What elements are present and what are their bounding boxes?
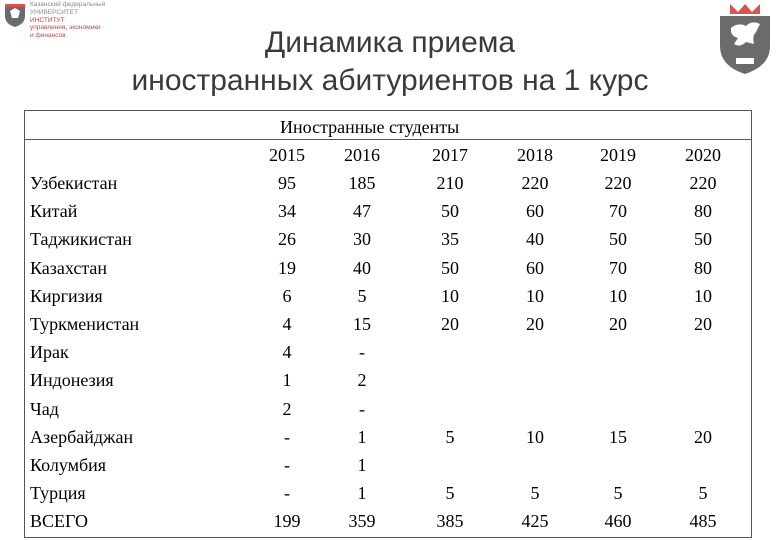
table-cell: 80 [694, 201, 712, 221]
table-cell: 485 [689, 511, 717, 531]
table-cell: 10 [526, 427, 544, 447]
table-cell: 1 [282, 370, 292, 390]
table-cell: 5 [530, 483, 540, 503]
table-cell: 385 [436, 511, 464, 531]
table-cell: 80 [694, 258, 712, 278]
table-divider [24, 139, 751, 140]
table-cell: 359 [348, 511, 376, 531]
year-header: 2015 [269, 145, 305, 165]
group-header: Иностранные студенты [280, 117, 460, 137]
table-cell: 5 [445, 483, 455, 503]
table-cell: 10 [694, 286, 712, 306]
table-cell: 5 [357, 286, 367, 306]
table-cell: 50 [441, 201, 459, 221]
table-cell: 50 [441, 258, 459, 278]
table-cell: 70 [609, 258, 627, 278]
logo-line-2: УНИВЕРСИТЕТ [30, 8, 79, 16]
table-cell: 2 [357, 370, 367, 390]
country-label: Индонезия [30, 370, 114, 390]
table-cell: 50 [694, 229, 712, 249]
year-header: 2019 [600, 145, 636, 165]
logo-line-3: ИНСТИТУТ [30, 16, 65, 24]
logo-line-1: Казанский федеральный [30, 1, 106, 8]
table-cell: 460 [604, 511, 632, 531]
table-cell: 425 [521, 511, 549, 531]
university-emblem-icon [2, 2, 28, 28]
table-cell: 220 [521, 173, 549, 193]
table-cell: 10 [526, 286, 544, 306]
table-cell: - [359, 399, 365, 419]
title-line-1: Динамика приема [264, 26, 516, 59]
table-cell: 1 [357, 483, 367, 503]
shield-emblem-icon [716, 2, 774, 76]
table-cell: 6 [282, 286, 292, 306]
table-cell: - [284, 427, 290, 447]
country-label: Туркменистан [30, 314, 140, 334]
table-cell: 4 [282, 342, 292, 362]
table-cell: 35 [441, 229, 459, 249]
table-cell: 20 [609, 314, 627, 334]
table-cell: 50 [609, 229, 627, 249]
table-cell: 20 [694, 427, 712, 447]
title-line-2: иностранных абитуриентов на 1 курс [131, 64, 649, 97]
table-cell: 220 [689, 173, 717, 193]
table-cell: 2 [282, 399, 292, 419]
table-cell: 47 [353, 201, 371, 221]
table-cell: 95 [278, 173, 296, 193]
table-cell: 20 [526, 314, 544, 334]
table-cell: 10 [441, 286, 459, 306]
table-cell: 19 [278, 258, 296, 278]
table-cell: 60 [526, 258, 544, 278]
country-label: Чад [30, 399, 59, 419]
table-cell: 1 [357, 455, 367, 475]
table-cell: 199 [273, 511, 301, 531]
table-cell: 70 [609, 201, 627, 221]
country-label: Колумбия [30, 455, 107, 475]
table-cell: 30 [353, 229, 371, 249]
country-label: Таджикистан [30, 229, 132, 249]
country-label: ВСЕГО [30, 511, 88, 531]
table-cell: 40 [526, 229, 544, 249]
country-label: Узбекистан [30, 173, 118, 193]
table-cell: 10 [609, 286, 627, 306]
table-cell: 5 [445, 427, 455, 447]
table-cell: 40 [353, 258, 371, 278]
table-cell: 210 [436, 173, 464, 193]
table-cell: 60 [526, 201, 544, 221]
year-header: 2016 [344, 145, 380, 165]
table-cell: - [284, 483, 290, 503]
year-header: 2017 [432, 145, 468, 165]
table-cell: 15 [353, 314, 371, 334]
country-label: Киргизия [30, 286, 103, 306]
table-cell: 220 [604, 173, 632, 193]
country-label: Ирак [30, 342, 69, 362]
logo-line-5: и финансов [30, 32, 66, 40]
table-cell: 5 [698, 483, 708, 503]
year-header: 2020 [685, 145, 721, 165]
table-cell: - [284, 455, 290, 475]
year-header: 2018 [517, 145, 553, 165]
logo-line-4: управления, экономики [30, 24, 101, 32]
table-cell: 185 [348, 173, 376, 193]
country-label: Казахстан [30, 258, 108, 278]
table-cell: 34 [278, 201, 296, 221]
country-label: Азербайджан [30, 427, 134, 447]
country-label: Турция [30, 483, 86, 503]
table-cell: - [359, 342, 365, 362]
table-cell: 5 [613, 483, 623, 503]
table-cell: 20 [694, 314, 712, 334]
table-cell: 1 [357, 427, 367, 447]
table-cell: 20 [441, 314, 459, 334]
country-label: Китай [30, 201, 78, 221]
page-title [80, 24, 700, 100]
table-cell: 26 [278, 229, 296, 249]
table-cell: 4 [282, 314, 292, 334]
table-cell: 15 [609, 427, 627, 447]
